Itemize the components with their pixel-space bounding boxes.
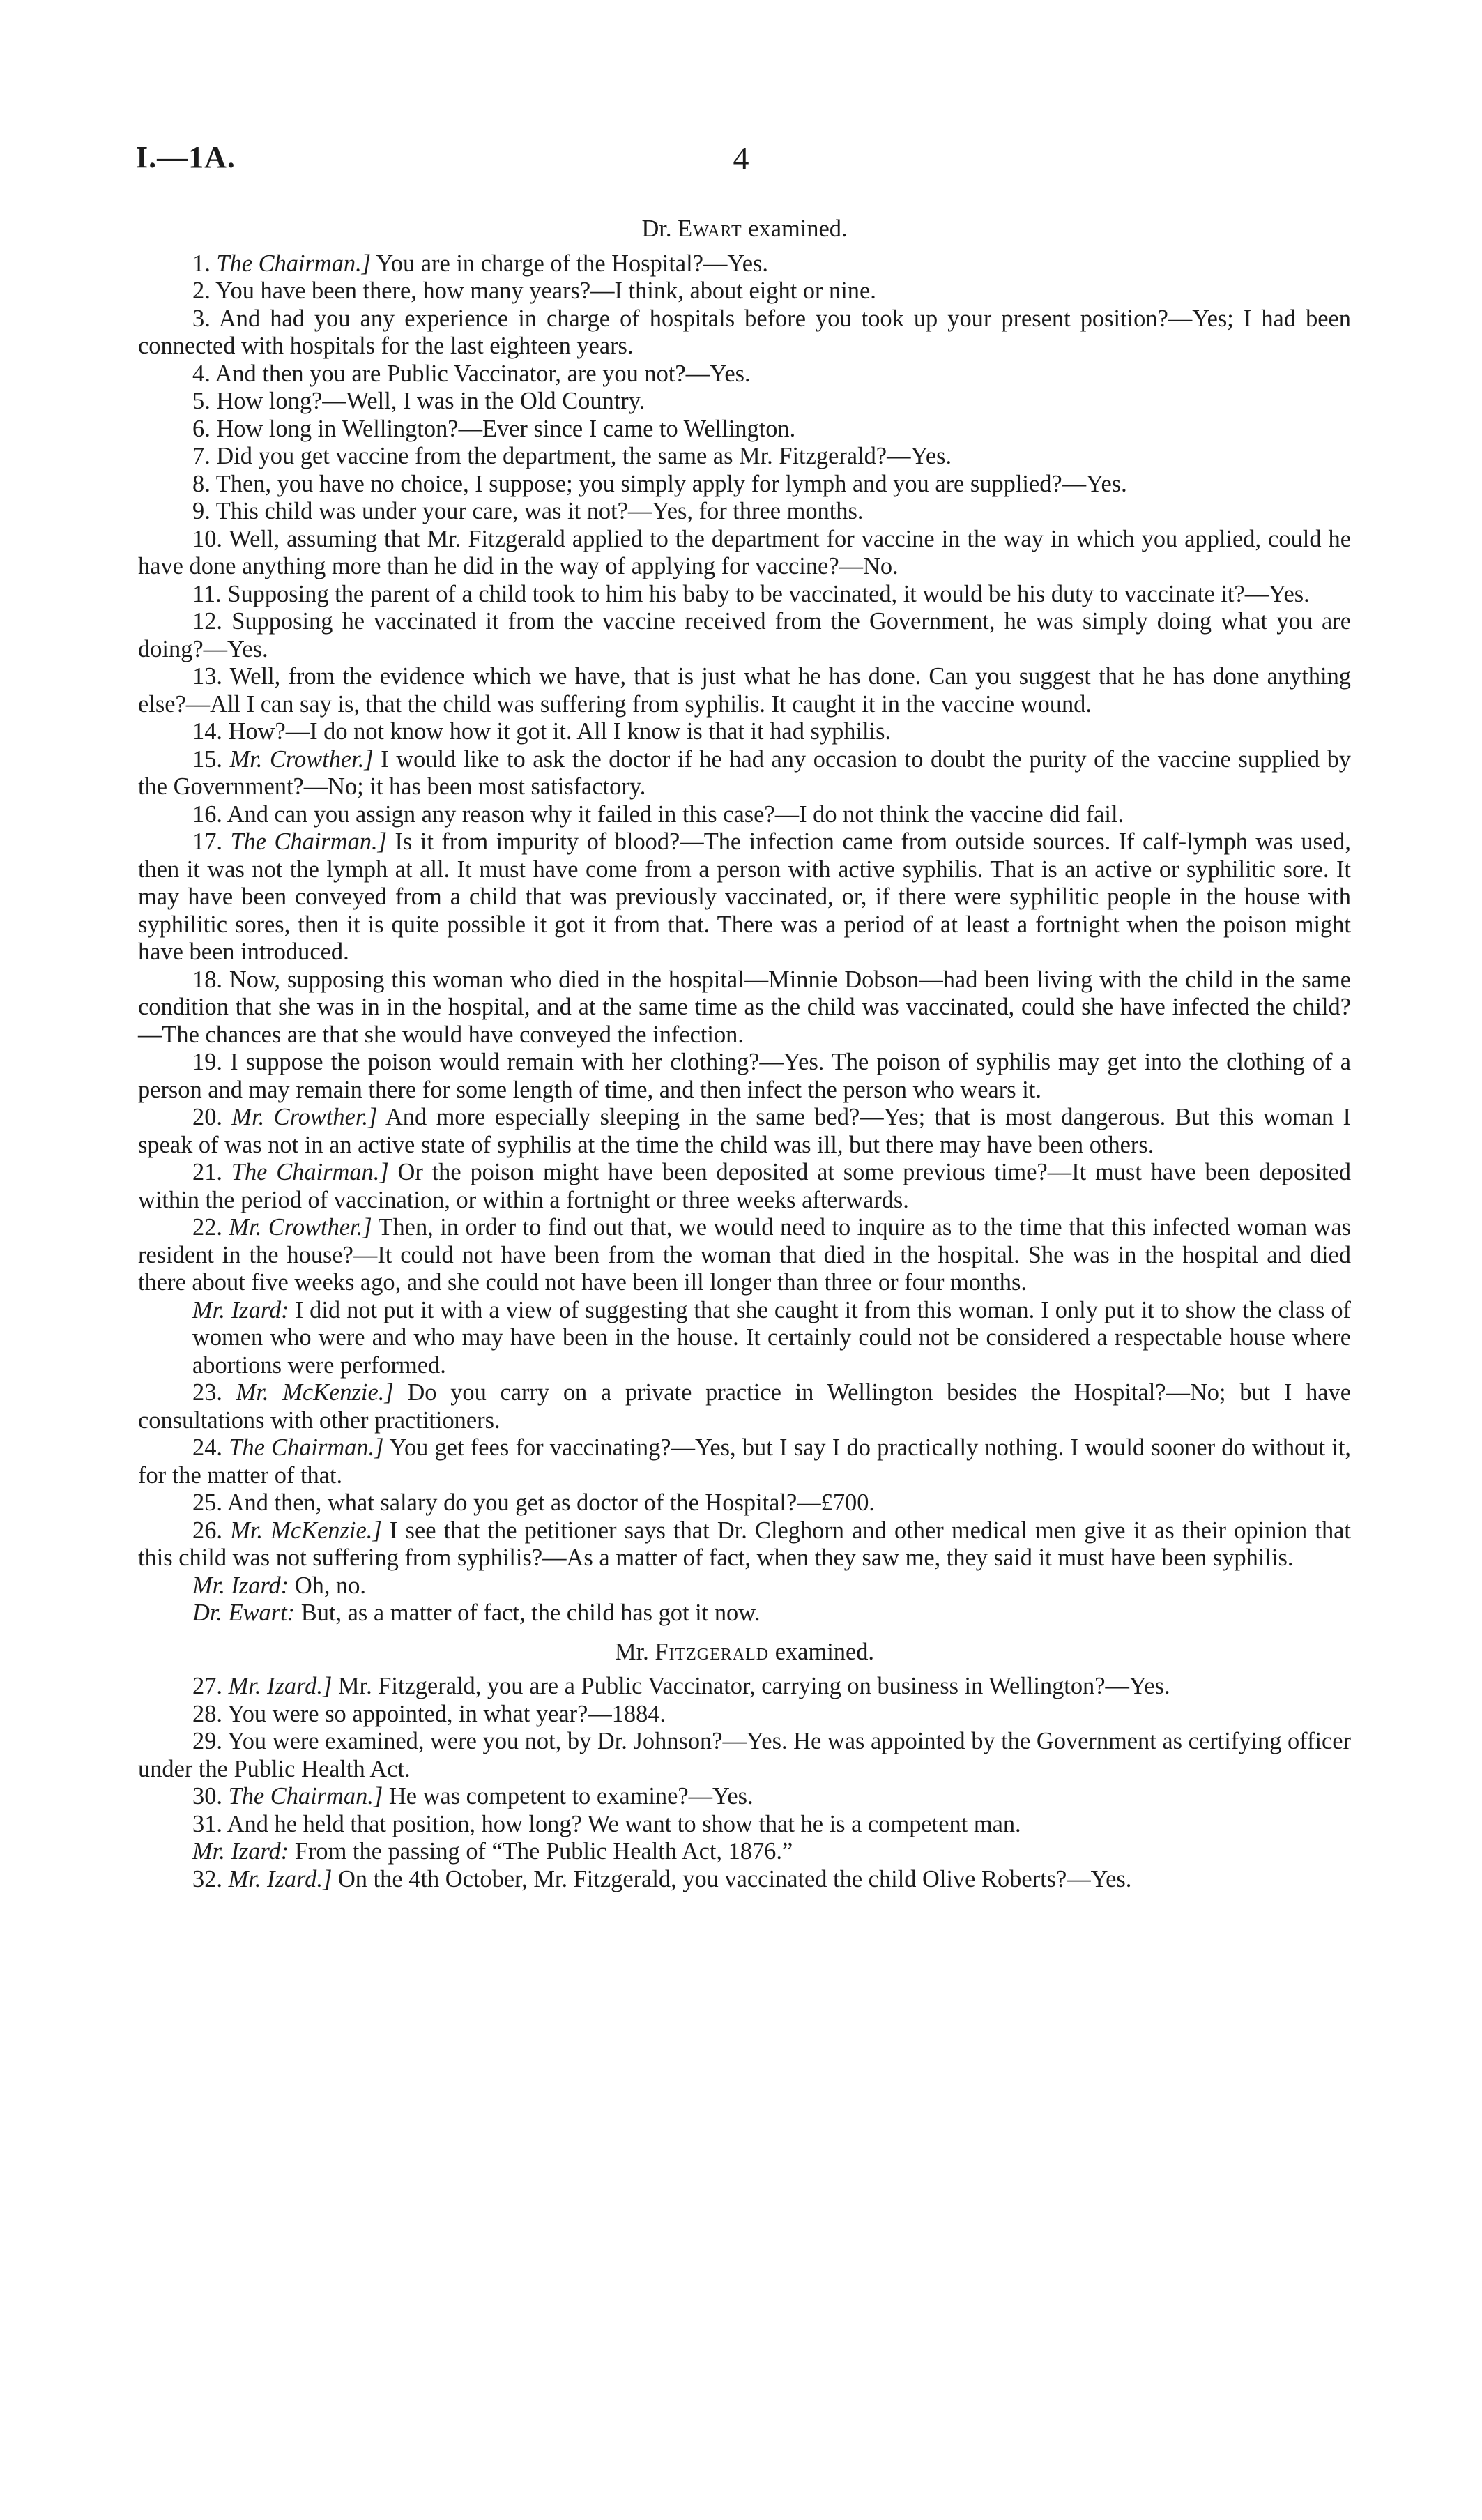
question-number: 28. bbox=[192, 1700, 222, 1727]
document-reference: I.—1A. bbox=[136, 140, 236, 174]
question-number: 9. bbox=[192, 498, 211, 524]
paragraph-text: Now, supposing this woman who died in the hospital—Minnie Dobson—had been living with the child in the same condition that she was in in the hospital, and at the same time as the child was vaccinated, could she have infected the child?—The chances are that she would have conveyed the infection. bbox=[138, 966, 1351, 1048]
question-number: 16. bbox=[192, 800, 222, 828]
question-paragraph bbox=[138, 1049, 1351, 1104]
speaker-name: Dr. Ewart: bbox=[192, 1600, 296, 1626]
question-number: 18. bbox=[192, 966, 222, 993]
speaker-name: The Chairman.] bbox=[230, 828, 387, 855]
question-paragraph bbox=[138, 1701, 1351, 1729]
question-number: 10. bbox=[192, 525, 222, 552]
paragraph-text: Did you get vaccine from the department, the same as Mr. Fitzgerald?—Yes. bbox=[216, 443, 952, 469]
question-number: 12. bbox=[192, 608, 222, 635]
paragraph-text: And more especially sleeping in the same bed?—Yes; that is most dangerous. But this woman I speak of was not in an active state of syphilis at the time the child was ill, but there may have been others. bbox=[138, 1104, 1351, 1158]
paragraph-text: You were examined, were you not, by Dr. Johnson?—Yes. He was appointed by the Government as certifying officer under the Public Health Act. bbox=[138, 1728, 1351, 1782]
paragraph-text: Supposing the parent of a child took to him his baby to be vaccinated, it would be his duty to vaccinate it?—Yes. bbox=[227, 580, 1310, 607]
paragraph-text: Supposing he vaccinated it from the vaccine received from the Government, he was simply doing what you are doing?—Yes. bbox=[138, 608, 1351, 662]
question-paragraph bbox=[138, 360, 1351, 388]
speaker-name: Mr. Izard: bbox=[192, 1296, 289, 1323]
remark-paragraph bbox=[138, 1297, 1351, 1380]
question-number: 17. bbox=[192, 828, 222, 855]
paragraph-text: And had you any experience in charge of hospitals before you took up your present position?—Yes; I had been connected with hospitals for the last eighteen years. bbox=[138, 305, 1351, 359]
question-paragraph bbox=[138, 1783, 1351, 1811]
question-number: 1. bbox=[192, 250, 211, 277]
paragraph-text: Is it from impurity of blood?—The infection came from outside sources. If calf-lymph was used, then it was not the lymph at all. It must have come from a person with active syphilis. That is an active or syphilitic sore. It may have been conveyed from a child that was previously vaccinated, or, if there were syphilitic people in the house with syphilitic sores, then it is quite possible it got it from that. There was a period of at least a fortnight when the poison might have been introduced. bbox=[138, 828, 1351, 965]
question-paragraph bbox=[138, 250, 1351, 278]
paragraph-text: I would like to ask the doctor if he had any occasion to doubt the purity of the vaccine supplied by the Government?—No; it has been most satisfactory. bbox=[138, 745, 1351, 800]
question-paragraph bbox=[138, 388, 1351, 416]
remark-paragraph bbox=[138, 1600, 1351, 1627]
paragraph-text: Well, assuming that Mr. Fitzgerald applied to the department for vaccine in the way in which you applied, could he have done anything more than he did in the way of applying for vaccine?—No. bbox=[138, 525, 1351, 579]
question-paragraph bbox=[138, 581, 1351, 609]
question-number: 15. bbox=[192, 745, 222, 773]
heading-title: Mr. bbox=[615, 1638, 649, 1665]
question-number: 5. bbox=[192, 388, 211, 414]
paragraph-text: I suppose the poison would remain with her clothing?—Yes. The poison of syphilis may get into the clothing of a person and may remain there for some length of time, and then infect the person who wears it. bbox=[138, 1049, 1351, 1103]
paragraph-text: He was competent to examine?—Yes. bbox=[388, 1783, 754, 1809]
question-number: 19. bbox=[192, 1049, 222, 1075]
question-paragraph bbox=[138, 1517, 1351, 1572]
speaker-name: The Chairman.] bbox=[231, 1159, 389, 1185]
paragraph-text: On the 4th October, Mr. Fitzgerald, you vaccinated the child Olive Roberts?—Yes. bbox=[337, 1865, 1132, 1892]
question-number: 8. bbox=[192, 470, 211, 497]
paragraph-text: How?—I do not know how it got it. All I know is that it had syphilis. bbox=[228, 718, 892, 745]
question-number: 22. bbox=[192, 1214, 222, 1240]
heading-witness-name: Ewart bbox=[678, 215, 742, 242]
remark-paragraph bbox=[138, 1572, 1351, 1600]
paragraph-text: Then, you have no choice, I suppose; you simply apply for lymph and you are supplied?—Yes. bbox=[215, 470, 1127, 497]
question-paragraph bbox=[138, 278, 1351, 305]
paragraph-text: This child was under your care, was it not?—Yes, for three months. bbox=[215, 498, 864, 524]
question-number: 11. bbox=[192, 580, 222, 607]
question-number: 31. bbox=[192, 1810, 222, 1837]
question-paragraph bbox=[138, 608, 1351, 663]
paragraph-text: Well, from the evidence which we have, that is just what he has done. Can you suggest that he has done anything else?—All I can say is, that the child was suffering from syphilis. It caught it in the vaccine wound. bbox=[138, 663, 1351, 718]
document-body bbox=[138, 213, 1351, 1893]
remark-paragraph bbox=[138, 1838, 1351, 1866]
paragraph-text: Oh, no. bbox=[294, 1572, 367, 1599]
question-paragraph bbox=[138, 1379, 1351, 1434]
question-paragraph bbox=[138, 1728, 1351, 1783]
paragraph-text: And then you are Public Vaccinator, are you not?—Yes. bbox=[215, 360, 751, 387]
question-paragraph bbox=[138, 305, 1351, 360]
speaker-name: Mr. Crowther.] bbox=[231, 1104, 378, 1130]
heading-witness-name: Fitzgerald bbox=[655, 1638, 770, 1665]
paragraph-text: You have been there, how many years?—I think, about eight or nine. bbox=[215, 278, 876, 304]
speaker-name: Mr. Izard: bbox=[192, 1838, 289, 1865]
question-paragraph bbox=[138, 471, 1351, 499]
question-paragraph bbox=[138, 966, 1351, 1049]
question-number: 32. bbox=[192, 1865, 222, 1892]
question-paragraph bbox=[138, 1214, 1351, 1297]
speaker-name: Mr. Izard.] bbox=[228, 1673, 333, 1699]
paragraph-text: Do you carry on a private practice in Wellington besides the Hospital?—No; but I have consultations with other practitioners. bbox=[138, 1379, 1351, 1434]
speaker-name: The Chairman.] bbox=[229, 1434, 384, 1461]
question-number: 25. bbox=[192, 1489, 222, 1516]
question-number: 30. bbox=[192, 1783, 222, 1809]
question-paragraph bbox=[138, 801, 1351, 829]
question-paragraph bbox=[138, 1866, 1351, 1894]
question-number: 3. bbox=[192, 305, 211, 332]
paragraph-text: But, as a matter of fact, the child has got it now. bbox=[300, 1600, 761, 1626]
paragraph-text: You were so appointed, in what year?—1884. bbox=[227, 1700, 666, 1727]
heading-title: Dr. bbox=[641, 215, 672, 242]
speaker-name: Mr. Crowther.] bbox=[229, 745, 374, 773]
speaker-name: The Chairman.] bbox=[216, 250, 372, 277]
paragraph-text: How long in Wellington?—Ever since I came to Wellington. bbox=[216, 415, 796, 442]
question-paragraph bbox=[138, 828, 1351, 966]
question-paragraph bbox=[138, 443, 1351, 471]
section-heading bbox=[138, 215, 1351, 243]
question-paragraph bbox=[138, 526, 1351, 581]
question-number: 29. bbox=[192, 1728, 222, 1754]
question-number: 2. bbox=[192, 278, 211, 304]
question-paragraph bbox=[138, 1434, 1351, 1489]
paragraph-text: How long?—Well, I was in the Old Country. bbox=[216, 388, 645, 414]
question-number: 14. bbox=[192, 718, 222, 745]
speaker-name: Mr. Izard: bbox=[192, 1572, 289, 1599]
question-paragraph bbox=[138, 1489, 1351, 1517]
speaker-name: Mr. Crowther.] bbox=[229, 1214, 372, 1240]
paragraph-text: You get fees for vaccinating?—Yes, but I say I do practically nothing. I would sooner do without it, for the matter of that. bbox=[138, 1434, 1351, 1489]
question-number: 26. bbox=[192, 1517, 222, 1544]
question-number: 7. bbox=[192, 443, 211, 469]
question-number: 24. bbox=[192, 1434, 222, 1461]
page-number: 4 bbox=[733, 140, 749, 176]
paragraph-text: And he held that position, how long? We want to show that he is a competent man. bbox=[227, 1810, 1021, 1837]
question-number: 20. bbox=[192, 1104, 222, 1130]
paragraph-text: You are in charge of the Hospital?—Yes. bbox=[376, 250, 769, 277]
paragraph-text: Mr. Fitzgerald, you are a Public Vaccinator, carrying on business in Wellington?—Yes. bbox=[337, 1673, 1170, 1699]
question-number: 13. bbox=[192, 663, 222, 690]
question-number: 4. bbox=[192, 360, 211, 387]
heading-suffix: examined. bbox=[774, 1638, 874, 1665]
question-paragraph bbox=[138, 1811, 1351, 1839]
section-heading bbox=[138, 1639, 1351, 1667]
speaker-name: The Chairman.] bbox=[228, 1783, 383, 1809]
question-number: 23. bbox=[192, 1379, 222, 1406]
question-paragraph bbox=[138, 663, 1351, 718]
paragraph-text: Then, in order to find out that, we would need to inquire as to the time that this infected woman was resident in the house?—It could not have been from the woman that died in the hospital. She was in the hospital and died there about five weeks ago, and she could not have been ill longer than three or four months. bbox=[138, 1214, 1351, 1296]
question-paragraph bbox=[138, 1673, 1351, 1701]
question-paragraph bbox=[138, 1104, 1351, 1159]
speaker-name: Mr. McKenzie.] bbox=[236, 1379, 394, 1406]
paragraph-text: I see that the petitioner says that Dr. Cleghorn and other medical men give it as their opinion that this child was not suffering from syphilis?—As a matter of fact, when they saw me, they said it must have been syphilis. bbox=[138, 1517, 1351, 1571]
question-paragraph bbox=[138, 718, 1351, 746]
heading-suffix: examined. bbox=[748, 215, 848, 242]
question-paragraph bbox=[138, 1159, 1351, 1214]
question-paragraph bbox=[138, 746, 1351, 801]
paragraph-text: Or the poison might have been deposited at some previous time?—It must have been deposited within the period of vaccination, or within a fortnight or three weeks afterwards. bbox=[138, 1159, 1351, 1213]
question-number: 21. bbox=[192, 1159, 222, 1185]
question-paragraph bbox=[138, 416, 1351, 443]
paragraph-text: I did not put it with a view of suggesting that she caught it from this woman. I only put it to show the class of women who were and who may have been in the house. It certainly could not be considered a respectable house where abortions were performed. bbox=[192, 1296, 1352, 1379]
page-header bbox=[136, 139, 1346, 181]
paragraph-text: And can you assign any reason why it failed in this case?—I do not think the vaccine did fail. bbox=[227, 800, 1124, 828]
question-paragraph bbox=[138, 498, 1351, 526]
question-number: 6. bbox=[192, 415, 211, 442]
speaker-name: Mr. Izard.] bbox=[228, 1865, 333, 1892]
question-number: 27. bbox=[192, 1673, 222, 1699]
paragraph-text: And then, what salary do you get as doctor of the Hospital?—£700. bbox=[227, 1489, 876, 1516]
paragraph-text: From the passing of “The Public Health Act, 1876.” bbox=[294, 1838, 793, 1865]
speaker-name: Mr. McKenzie.] bbox=[230, 1517, 382, 1544]
